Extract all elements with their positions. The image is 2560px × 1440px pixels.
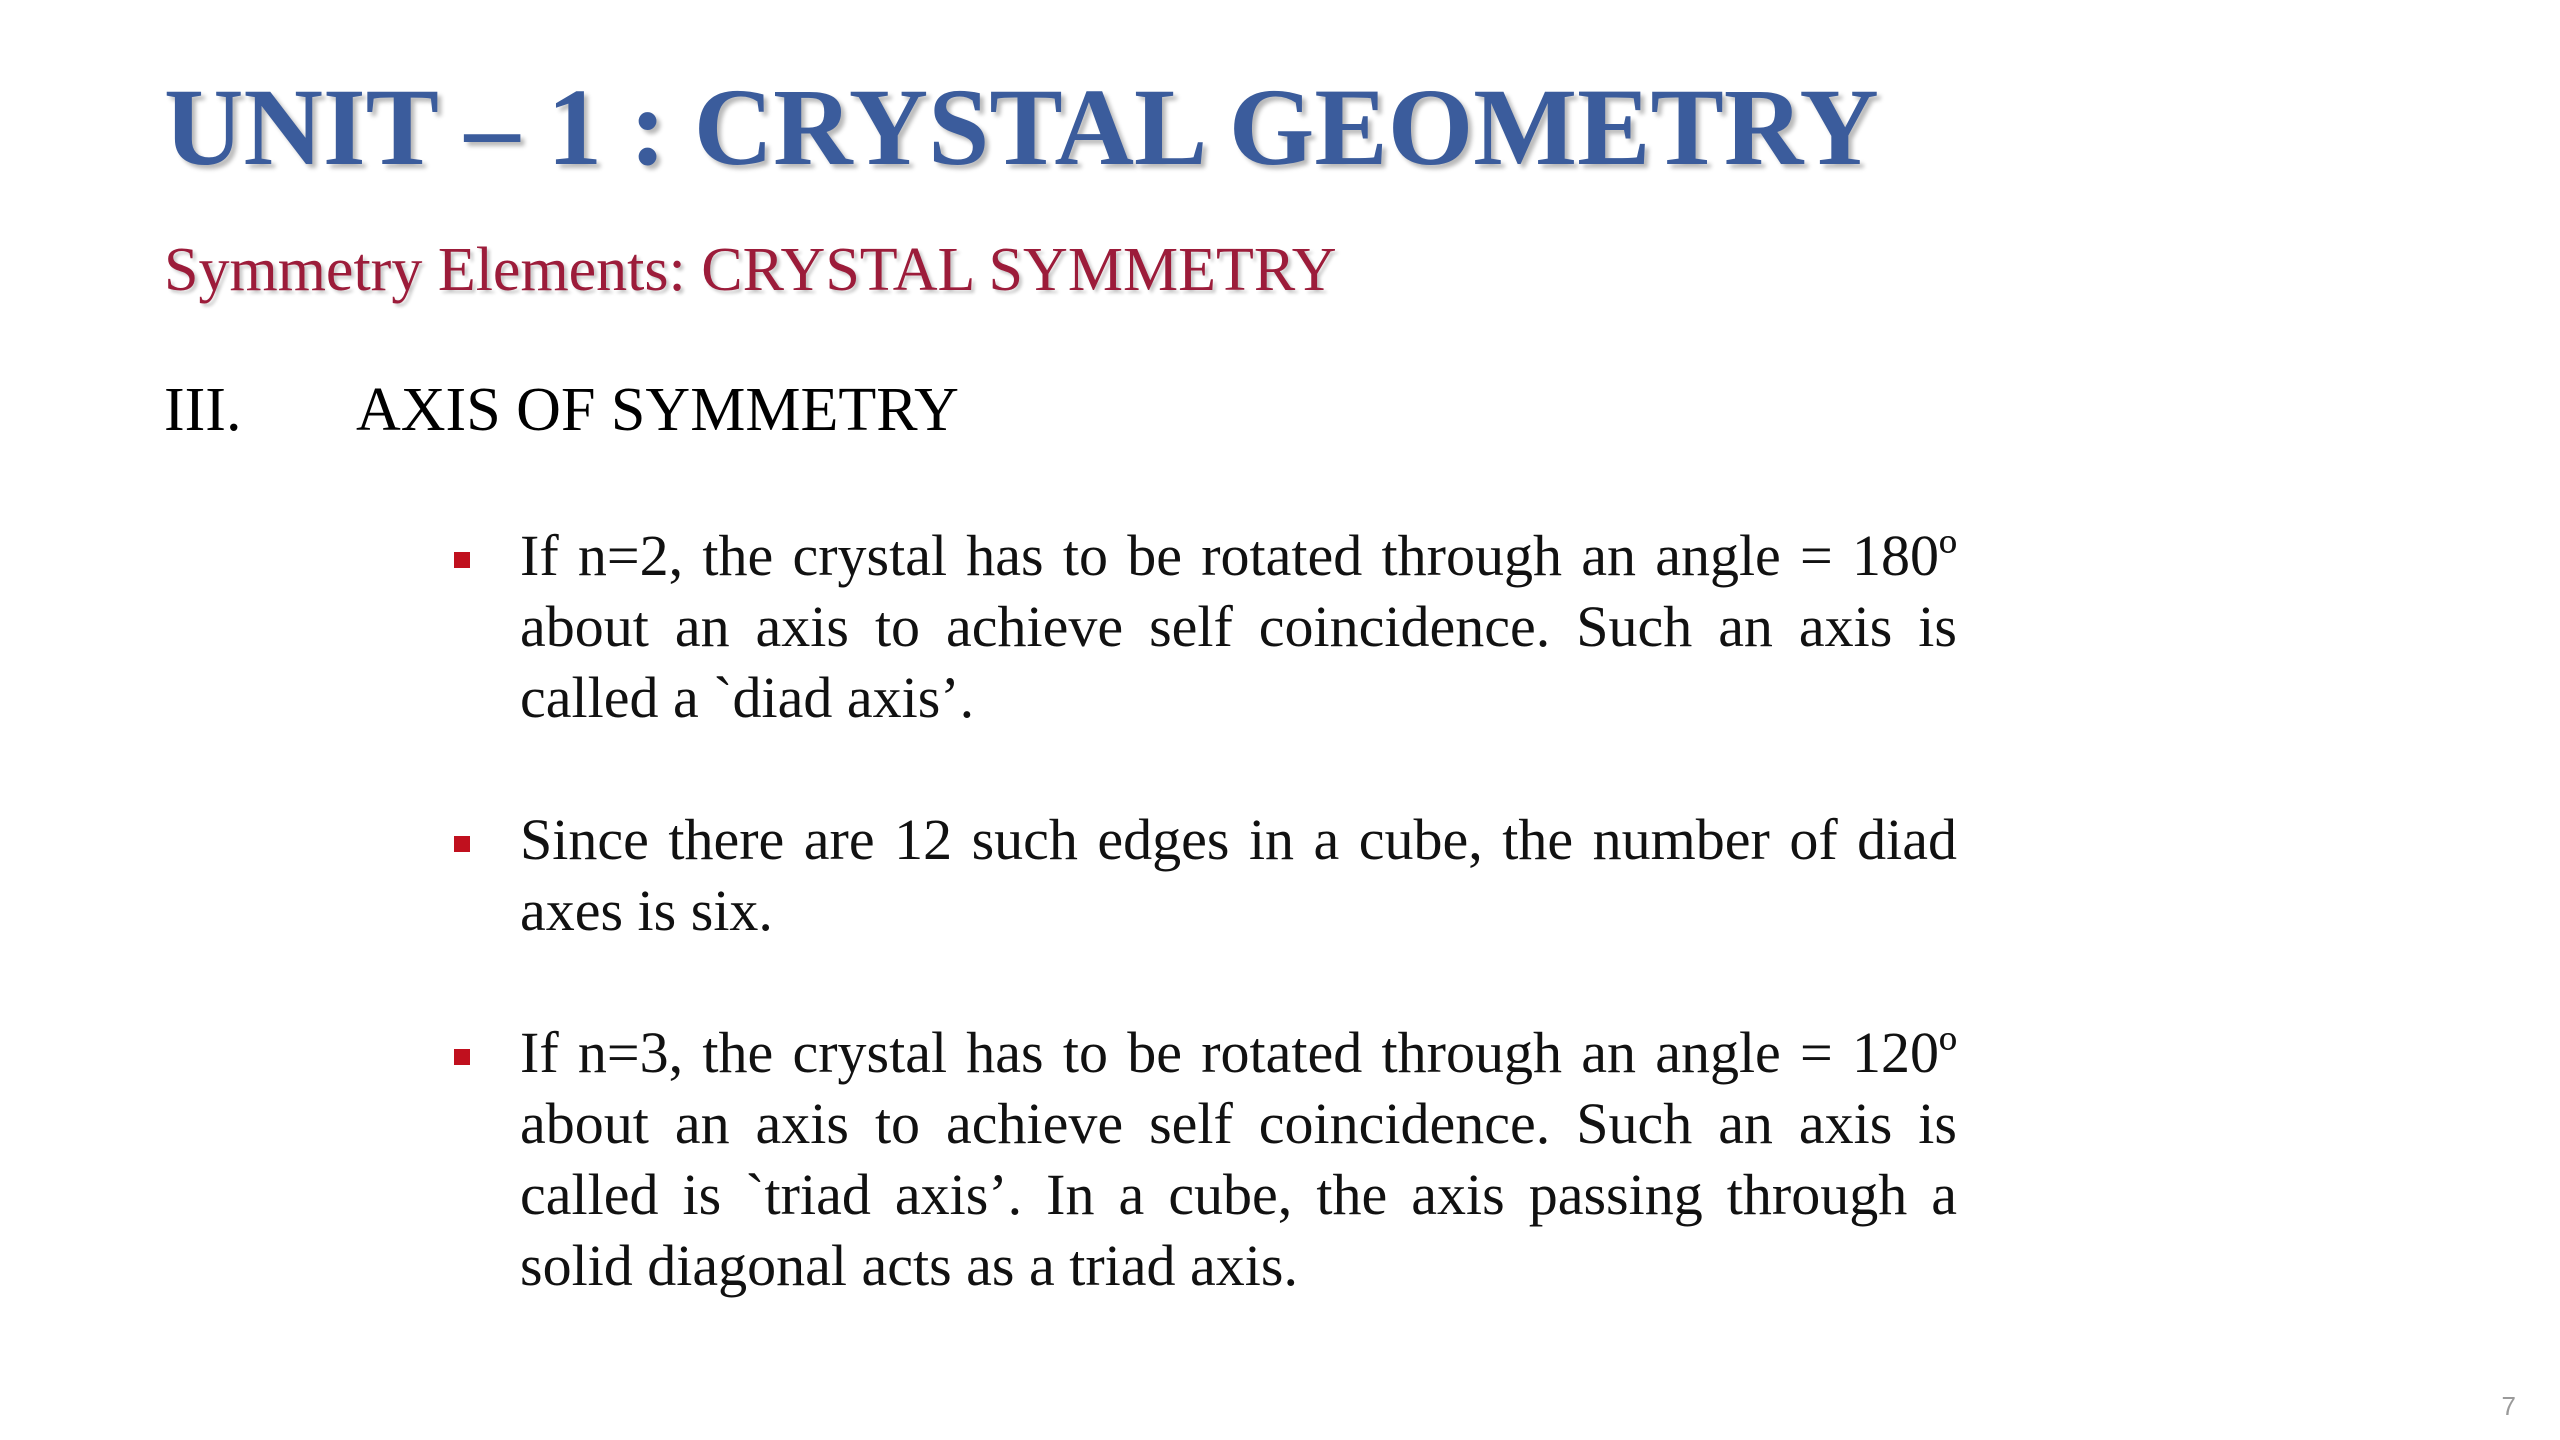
page-number: 7 xyxy=(2501,1391,2516,1421)
bullet-text: If n=3, the crystal has to be rotated through an angle = 120º about an axis to achieve self coincidence. Such an axis is called is `triad axis’. In a cube, the axis passing through a solid diagonal acts as a triad axis. xyxy=(520,1020,1957,1298)
slide-subtitle: Symmetry Elements: CRYSTAL SYMMETRY xyxy=(164,236,1337,304)
square-bullet-icon xyxy=(454,1049,470,1065)
slide-title: UNIT – 1 : CRYSTAL GEOMETRY xyxy=(164,66,1879,188)
section-title: AXIS OF SYMMETRY xyxy=(356,376,959,444)
bullet-text: If n=2, the crystal has to be rotated through an angle = 180º about an axis to achieve self coincidence. Such an axis is called a `diad axis’. xyxy=(520,523,1957,730)
bullet-item xyxy=(440,804,1960,946)
square-bullet-icon xyxy=(454,552,470,568)
section-number: III. xyxy=(164,376,242,444)
bullet-text: Since there are 12 such edges in a cube, the number of diad axes is six. xyxy=(520,807,1957,943)
bullet-item xyxy=(440,1017,1960,1301)
square-bullet-icon xyxy=(454,836,470,852)
bullet-list xyxy=(440,520,1960,1372)
bullet-item xyxy=(440,520,1960,733)
